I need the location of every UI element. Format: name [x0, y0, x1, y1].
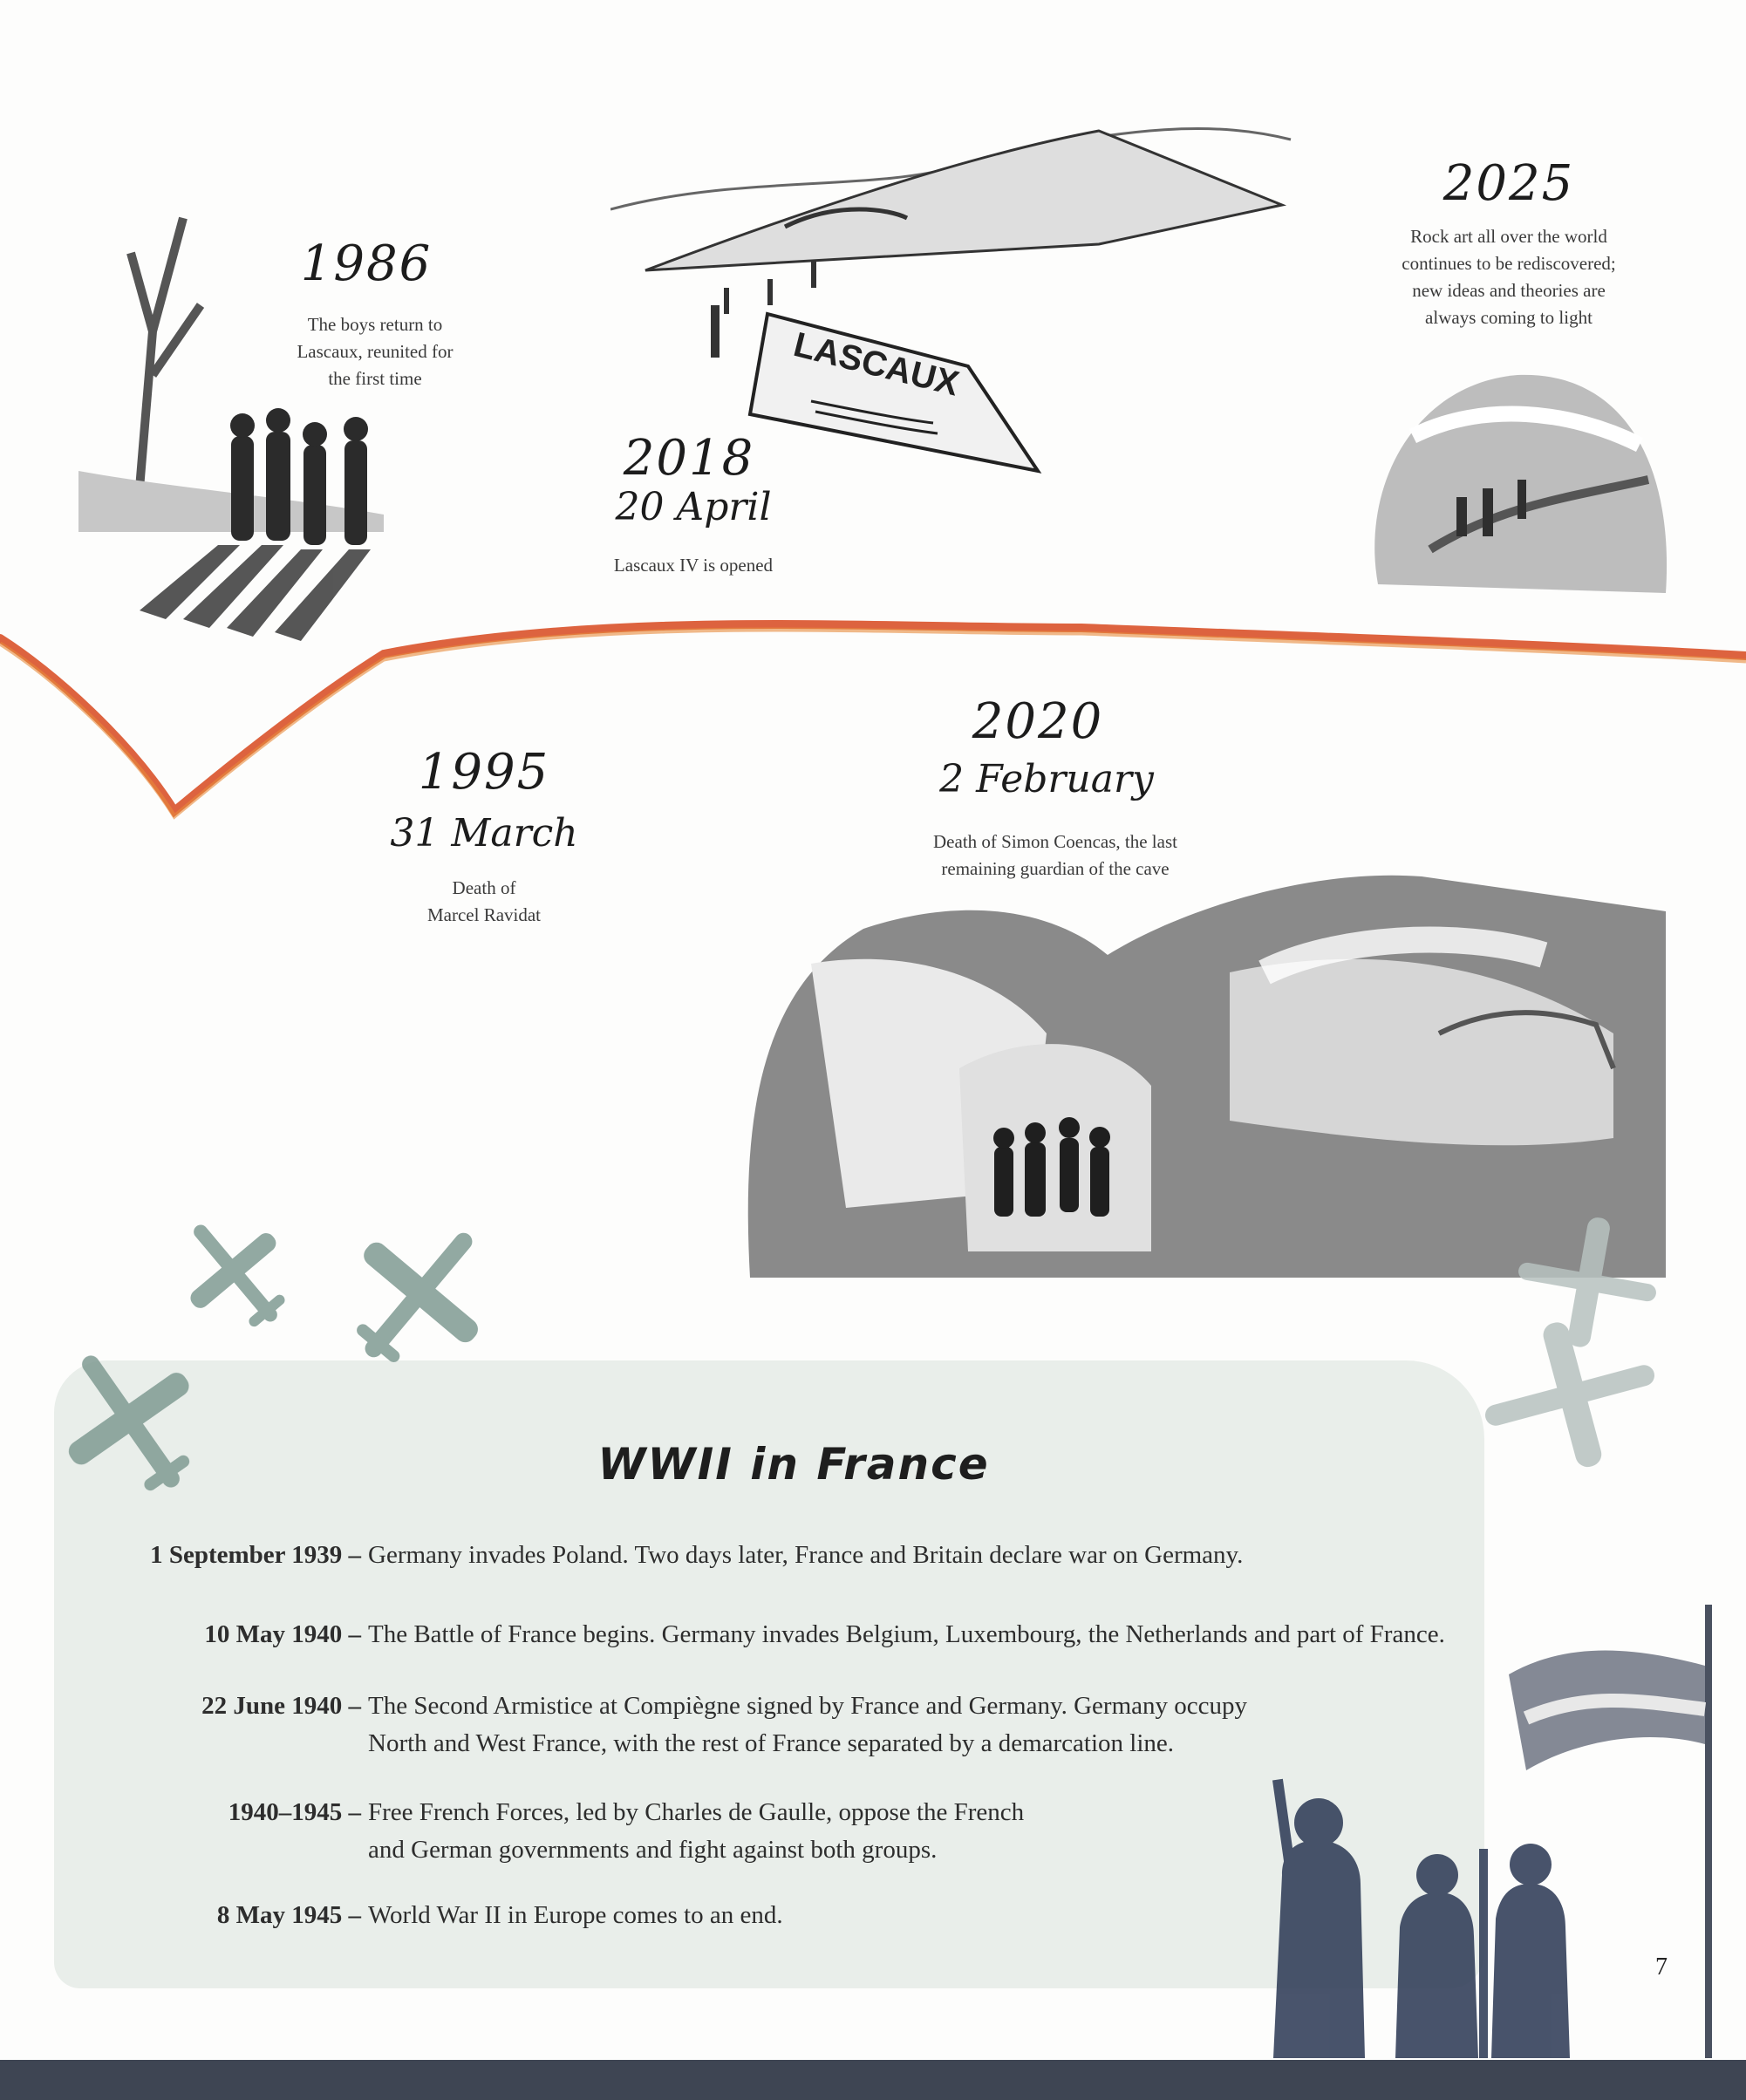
page-number: 7 [1655, 1953, 1668, 1981]
caption-line: Rock art all over the world [1410, 226, 1607, 247]
event-line: North and West France, with the rest of France separated by a demarcation line. [368, 1729, 1174, 1757]
plane-icon [315, 1195, 522, 1400]
caption-2025 [1361, 223, 1657, 331]
caption-line: always coming to light [1425, 307, 1593, 328]
event-row [0, 1798, 361, 1842]
caption-1986 [262, 311, 488, 392]
ww2-title: WWII in France [597, 1439, 990, 1490]
caption-1995 [371, 875, 597, 929]
lascaux-sign-text: LASCAUX [789, 325, 963, 404]
caption-line: The boys return to [307, 314, 443, 335]
event-row [0, 1901, 361, 1945]
event-row [0, 1692, 361, 1735]
caption-line: Death of [452, 877, 516, 898]
caption-2018 [558, 552, 829, 579]
date-2020: 2 February [939, 757, 1154, 801]
event-row [0, 1620, 361, 1664]
caption-line: continues to be rediscovered; [1402, 253, 1616, 274]
event-line: and German governments and fight against both groups. [368, 1836, 938, 1864]
caption-line: Lascaux IV is opened [613, 555, 774, 576]
event-date: 1940–1945 – [228, 1798, 361, 1826]
event-line: Free French Forces, led by Charles de Gaulle, oppose the French [368, 1798, 1025, 1826]
event-text [368, 1794, 1240, 1872]
event-line: Germany invades Poland. Two days later, France and Britain declare war on Germany. [368, 1541, 1244, 1569]
event-row [0, 1541, 361, 1585]
event-line: The Second Armistice at Compiègne signed by France and Germany. Germany occupy [368, 1692, 1247, 1720]
plane-icon [1507, 1205, 1668, 1359]
year-1995: 1995 [418, 744, 550, 801]
caption-line: remaining guardian of the cave [941, 858, 1170, 879]
date-1995: 31 March [390, 811, 578, 856]
caption-line: new ideas and theories are [1412, 280, 1606, 301]
event-date: 22 June 1940 – [201, 1692, 361, 1720]
caption-line: Marcel Ravidat [426, 904, 542, 925]
event-line: World War II in Europe comes to an end. [368, 1901, 783, 1929]
event-date: 1 September 1939 – [150, 1541, 361, 1569]
soldiers-flag-illustration [1221, 1587, 1746, 2076]
year-2025: 2025 [1442, 155, 1575, 212]
rock-art-cave-illustration [1361, 349, 1683, 602]
caption-line: Death of Simon Coencas, the last [933, 831, 1177, 852]
caption-line: the first time [328, 368, 422, 389]
date-2018: 20 April [615, 485, 772, 529]
event-line: The Battle of France begins. Germany invades Belgium, Luxembourg, the Netherlands and part of France. [368, 1620, 1445, 1648]
caption-line: Lascaux, reunited for [297, 341, 454, 362]
year-2018: 2018 [623, 430, 755, 487]
plane-icon [52, 1317, 233, 1491]
event-date: 8 May 1945 – [216, 1901, 361, 1929]
year-2020: 2020 [972, 693, 1104, 750]
ground-strip [0, 2060, 1746, 2100]
plane-icon [156, 1195, 315, 1353]
event-text [368, 1897, 1153, 1940]
event-date: 10 May 1940 – [204, 1620, 361, 1648]
year-1986: 1986 [300, 235, 433, 292]
event-text [368, 1537, 1502, 1580]
